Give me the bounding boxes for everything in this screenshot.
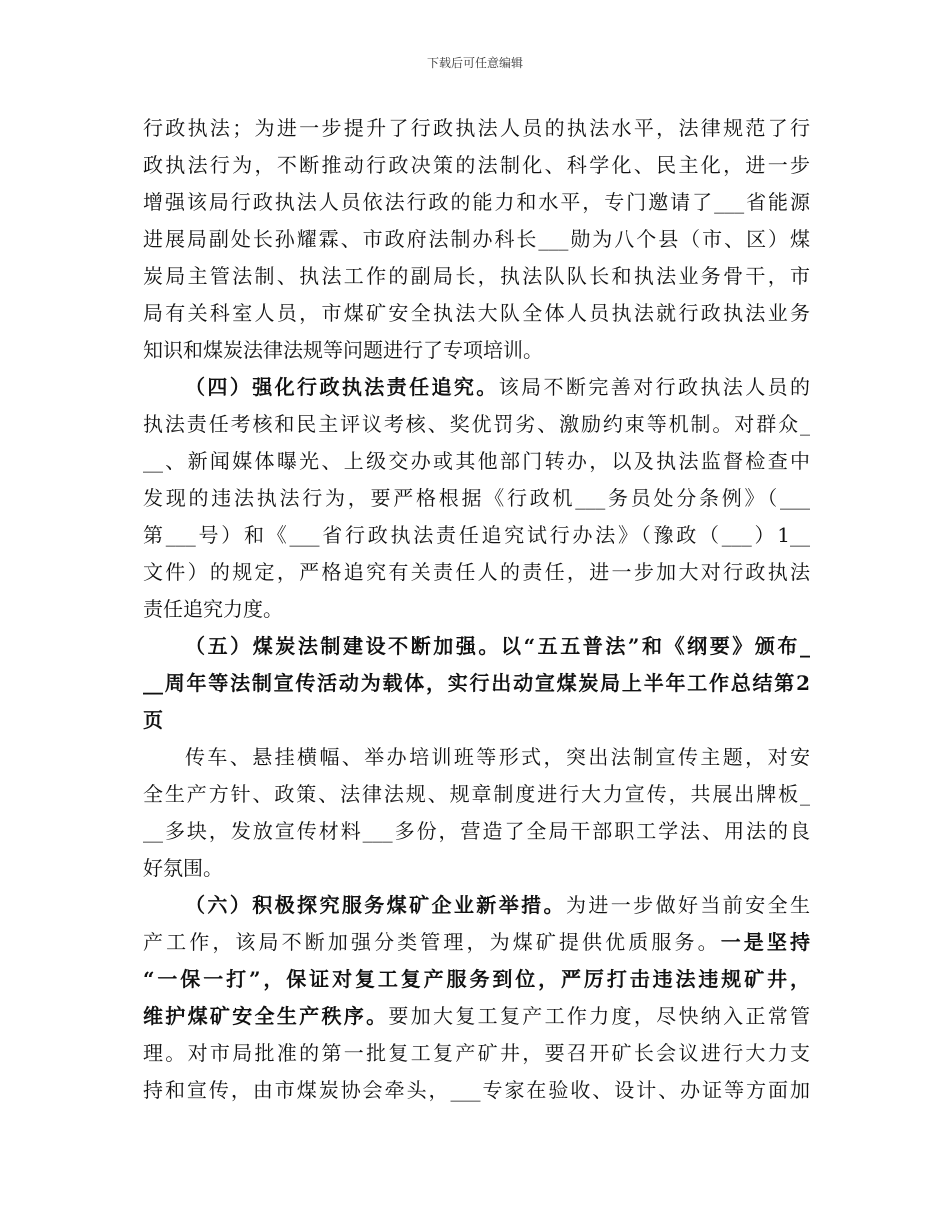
text-line: 炭局主管法制、执法工作的副局长，执法队队长和执法业务骨干，市 <box>143 264 810 288</box>
bold-phrase: 一是坚持 <box>720 930 810 954</box>
bold-phrase: 维护煤矿安全生产秩序。 <box>143 1004 389 1028</box>
section-heading-5: （五）煤炭法制建设不断加强。以“五五普法”和《纲要》颁布_ <box>185 634 810 658</box>
text-line: 理。对市局批准的第一批复工复产矿井，要召开矿长会议进行大力支 <box>143 1041 810 1065</box>
paragraph-6-first-line <box>143 887 810 924</box>
text-line: 行政执法；为进一步提升了行政执法人员的执法水平，法律规范了行 <box>143 116 810 140</box>
paragraph-6-line-2 <box>143 924 810 961</box>
text-line: __、新闻媒体曝光、上级交办或其他部门转办，以及执法监督检查中 <box>143 449 810 473</box>
section-heading-6: （六）积极探究服务煤矿企业新举措。 <box>185 893 566 917</box>
page-header: 下载后可任意编辑 <box>426 56 523 70</box>
paragraph-4-first-line <box>143 369 810 406</box>
text-line: 局有关科室人员，市煤矿安全执法大队全体人员执法就行政执法业务 <box>143 301 810 325</box>
text-line: 第___号）和《___省行政执法责任追究试行办法》（豫政（___）1__ <box>143 523 810 547</box>
text-line: 好氛围。 <box>143 856 223 880</box>
text-line: 责任追究力度。 <box>143 597 283 621</box>
text-line: 政执法行为，不断推动行政决策的法制化、科学化、民主化，进一步 <box>143 153 810 177</box>
text-line: 发现的违法执法行为，要严格根据《行政机___务员处分条例》（___ <box>143 486 810 510</box>
text-line: 传车、悬挂横幅、举办培训班等形式，突出法制宣传主题，对安 <box>185 745 810 769</box>
section-heading-5-cont: __周年等法制宣传活动为载体，实行出动宣煤炭局上半年工作总结第2 <box>143 671 810 695</box>
bold-line: “一保一打”，保证对复工复产服务到位，严厉打击违法违规矿井， <box>143 967 810 991</box>
text-line: 持和宣传，由市煤炭协会牵头，___专家在验收、设计、办证等方面加 <box>143 1078 810 1102</box>
text-span: 为进一步做好当前安全生 <box>565 893 810 917</box>
text-line: 全生产方针、政策、法律法规、规章制度进行大力宣传，共展出牌板_ <box>143 782 810 806</box>
text-span: 要加大复工复产工作力度，尽快纳入正常管 <box>388 1004 810 1028</box>
text-line: 进展局副处长孙耀霖、市政府法制办科长___勋为八个县（市、区）煤 <box>143 227 810 251</box>
section-heading-4: （四）强化行政执法责任追究。 <box>185 375 499 399</box>
text-line: __多块，发放宣传材料___多份，营造了全局干部职工学法、用法的良 <box>143 819 810 843</box>
paragraph-6-line-4 <box>143 998 810 1035</box>
text-line: 知识和煤炭法律法规等问题进行了专项培训。 <box>143 338 543 362</box>
document-body <box>143 110 810 1109</box>
section-heading-5-cont: 页 <box>143 708 163 732</box>
text-line: 执法责任考核和民主评议考核、奖优罚劣、激励约束等机制。对群众_ <box>143 412 810 436</box>
text-span: 产工作，该局不断加强分类管理，为煤矿提供优质服务。 <box>143 930 721 954</box>
text-line: 增强该局行政执法人员依法行政的能力和水平，专门邀请了___省能源 <box>143 190 810 214</box>
text-span: 该局不断完善对行政执法人员的 <box>498 375 810 399</box>
text-line: 文件）的规定，严格追究有关责任人的责任，进一步加大对行政执法 <box>143 560 810 584</box>
